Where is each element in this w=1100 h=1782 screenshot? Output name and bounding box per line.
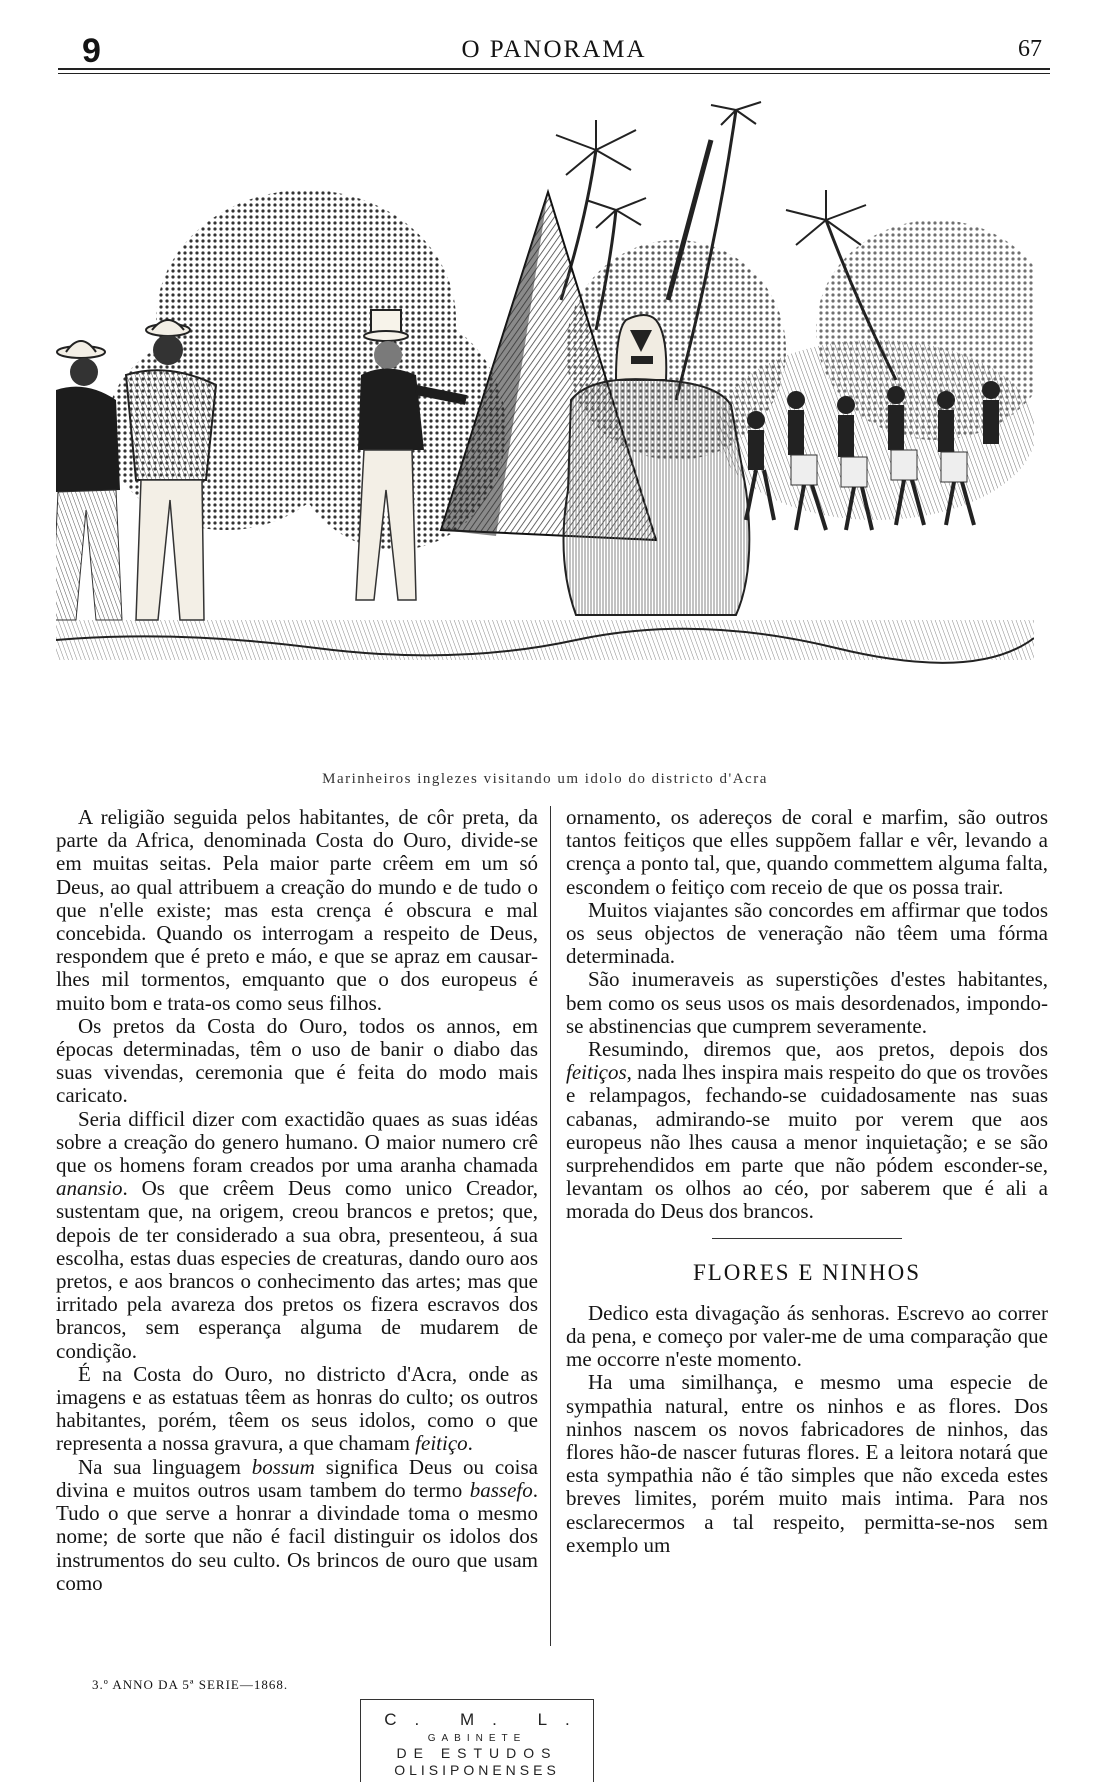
header-rule-thin [58, 73, 1050, 74]
paragraph: Resumindo, diremos que, aos pretos, depois dos feitiços, nada lhes inspira mais respeito do que os trovões e relampagos, fechando-se cuidadosamente nas suas cabanas, admirando-se muito por verem que aos europeus não lhes causa a menor inquietação; e se são surprehendidos em parte que não pódem esconder-se, levantam os olhos ao céo, por saberem que é ali a morada do Deus dos brancos. [566, 1037, 1048, 1224]
sheet-number: 9 [82, 32, 101, 70]
column-divider [550, 806, 551, 1646]
left-column [56, 806, 538, 1595]
right-column [566, 806, 1048, 1557]
italic-term: bossum [251, 1454, 315, 1479]
engraving-illustration [56, 100, 1034, 755]
paragraph: Ha uma similhança, e mesmo uma especie de sympathia natural, entre os ninhos e as flores. Dos ninhos nascem os novos fabricadores de ninhos, das flores hão-de nascer futuras flores. E a leitora notará que esta sympathia não é tão simples que não exceda estes breves limites, porém muito mais intima. Para nos esclarecermos a tal respeito, permitta-se-nos sem exemplo um [566, 1370, 1048, 1557]
library-stamp [360, 1699, 594, 1782]
paragraph: São inumeraveis as superstições d'estes habitantes, bem como os seus usos os mais desordenados, impondo-se abstinencias que cumprem severamente. [566, 967, 1048, 1038]
illustration-caption: Marinheiros inglezes visitando um idolo do districto d'Acra [322, 771, 768, 787]
stamp-line: OLISIPONENSES [394, 1762, 560, 1778]
paragraph: Muitos viajantes são concordes em affirmar que todos os seus objectos de veneração não têem uma fórma determinada. [566, 897, 1048, 969]
italic-term: bassefo [469, 1477, 533, 1502]
stamp-line: C. M. L. [384, 1710, 588, 1729]
italic-term: anansio [56, 1176, 123, 1201]
paragraph: A religião seguida pelos habitantes, de côr preta, da parte da Africa, denominada Costa do Ouro, divide-se em muitas seitas. Pela maior parte crêem em um só Deus, ao qual attribuem a creação do mundo e de tudo o que n'elle existe; mas esta crença é obscura e mal concebida. Quando os interrogam a respeito de Deus, respondem que é preto e máo, e que se apraz em causar-lhes mil tormentos, emquanto que o dos europeus é muito bom e trata-os como seus filhos. [56, 805, 538, 1015]
page-header [58, 30, 1050, 70]
italic-term: feitiço [415, 1431, 468, 1456]
paragraph: Na sua linguagem bossum significa Deus ou coisa divina e muitos outros usam tambem do termo bassefo. Tudo o que serve a honrar a divindade toma o mesmo nome; de sorte que não é facil distinguir os idolos dos instrumentos do seu culto. Os brincos de ouro que usam como [56, 1454, 538, 1595]
paragraph: Os pretos da Costa do Ouro, todos os annos, em épocas determinadas, têm o uso de banir o diabo das suas vivendas, ceremonia que é feita do modo mais caricato. [56, 1013, 538, 1108]
section-title: FLORES E NINHOS [692, 1259, 922, 1285]
paragraph: É na Costa do Ouro, no districto d'Acra, onde as imagens e as estatuas têem as honras do culto; os outros habitantes, porém, têem os seus idolos, como o que representa a nossa gravura, a que chamam feitiço. [56, 1361, 538, 1456]
paragraph: Dedico esta divagação ás senhoras. Escrevo ao correr da pena, e começo por valer-me de uma comparação que me occorre n'este momento. [566, 1300, 1048, 1372]
masthead-title: O PANORAMA [461, 36, 647, 63]
issue-line: 3.º ANNO DA 5ª SERIE—1868. [92, 1677, 289, 1692]
section-separator [712, 1238, 902, 1239]
italic-term: feitiços [566, 1060, 627, 1085]
header-rule-thick [58, 68, 1050, 70]
stamp-line: DE ESTUDOS [396, 1745, 558, 1761]
stamp-line: GABINETE [427, 1733, 527, 1744]
page-number: 67 [1018, 36, 1042, 62]
paragraph: ornamento, os adereços de coral e marfim, são outros tantos feitiços que elles suppõem fallar e vêr, levando a crença a ponto tal, que, quando commettem alguma falta, escondem o feitiço com receio de que os possa trair. [566, 805, 1048, 899]
paragraph: Seria difficil dizer com exactidão quaes as suas idéas sobre a creação do genero humano. O maior numero crê que os homens foram creados por uma aranha chamada anansio. Os que crêem Deus como unico Creador, sustentam que, na origem, creou brancos e pretos; que, depois de ter considerado a sua obra, presenteou, á sua escolha, estas duas especies de creaturas, dando ouro aos pretos, e aos brancos o conhecimento das artes; mas que irritado pela avareza dos pretos os fizera escravos dos brancos, sem esperança alguma de mudarem de condição. [56, 1106, 538, 1363]
ground [56, 620, 1034, 660]
